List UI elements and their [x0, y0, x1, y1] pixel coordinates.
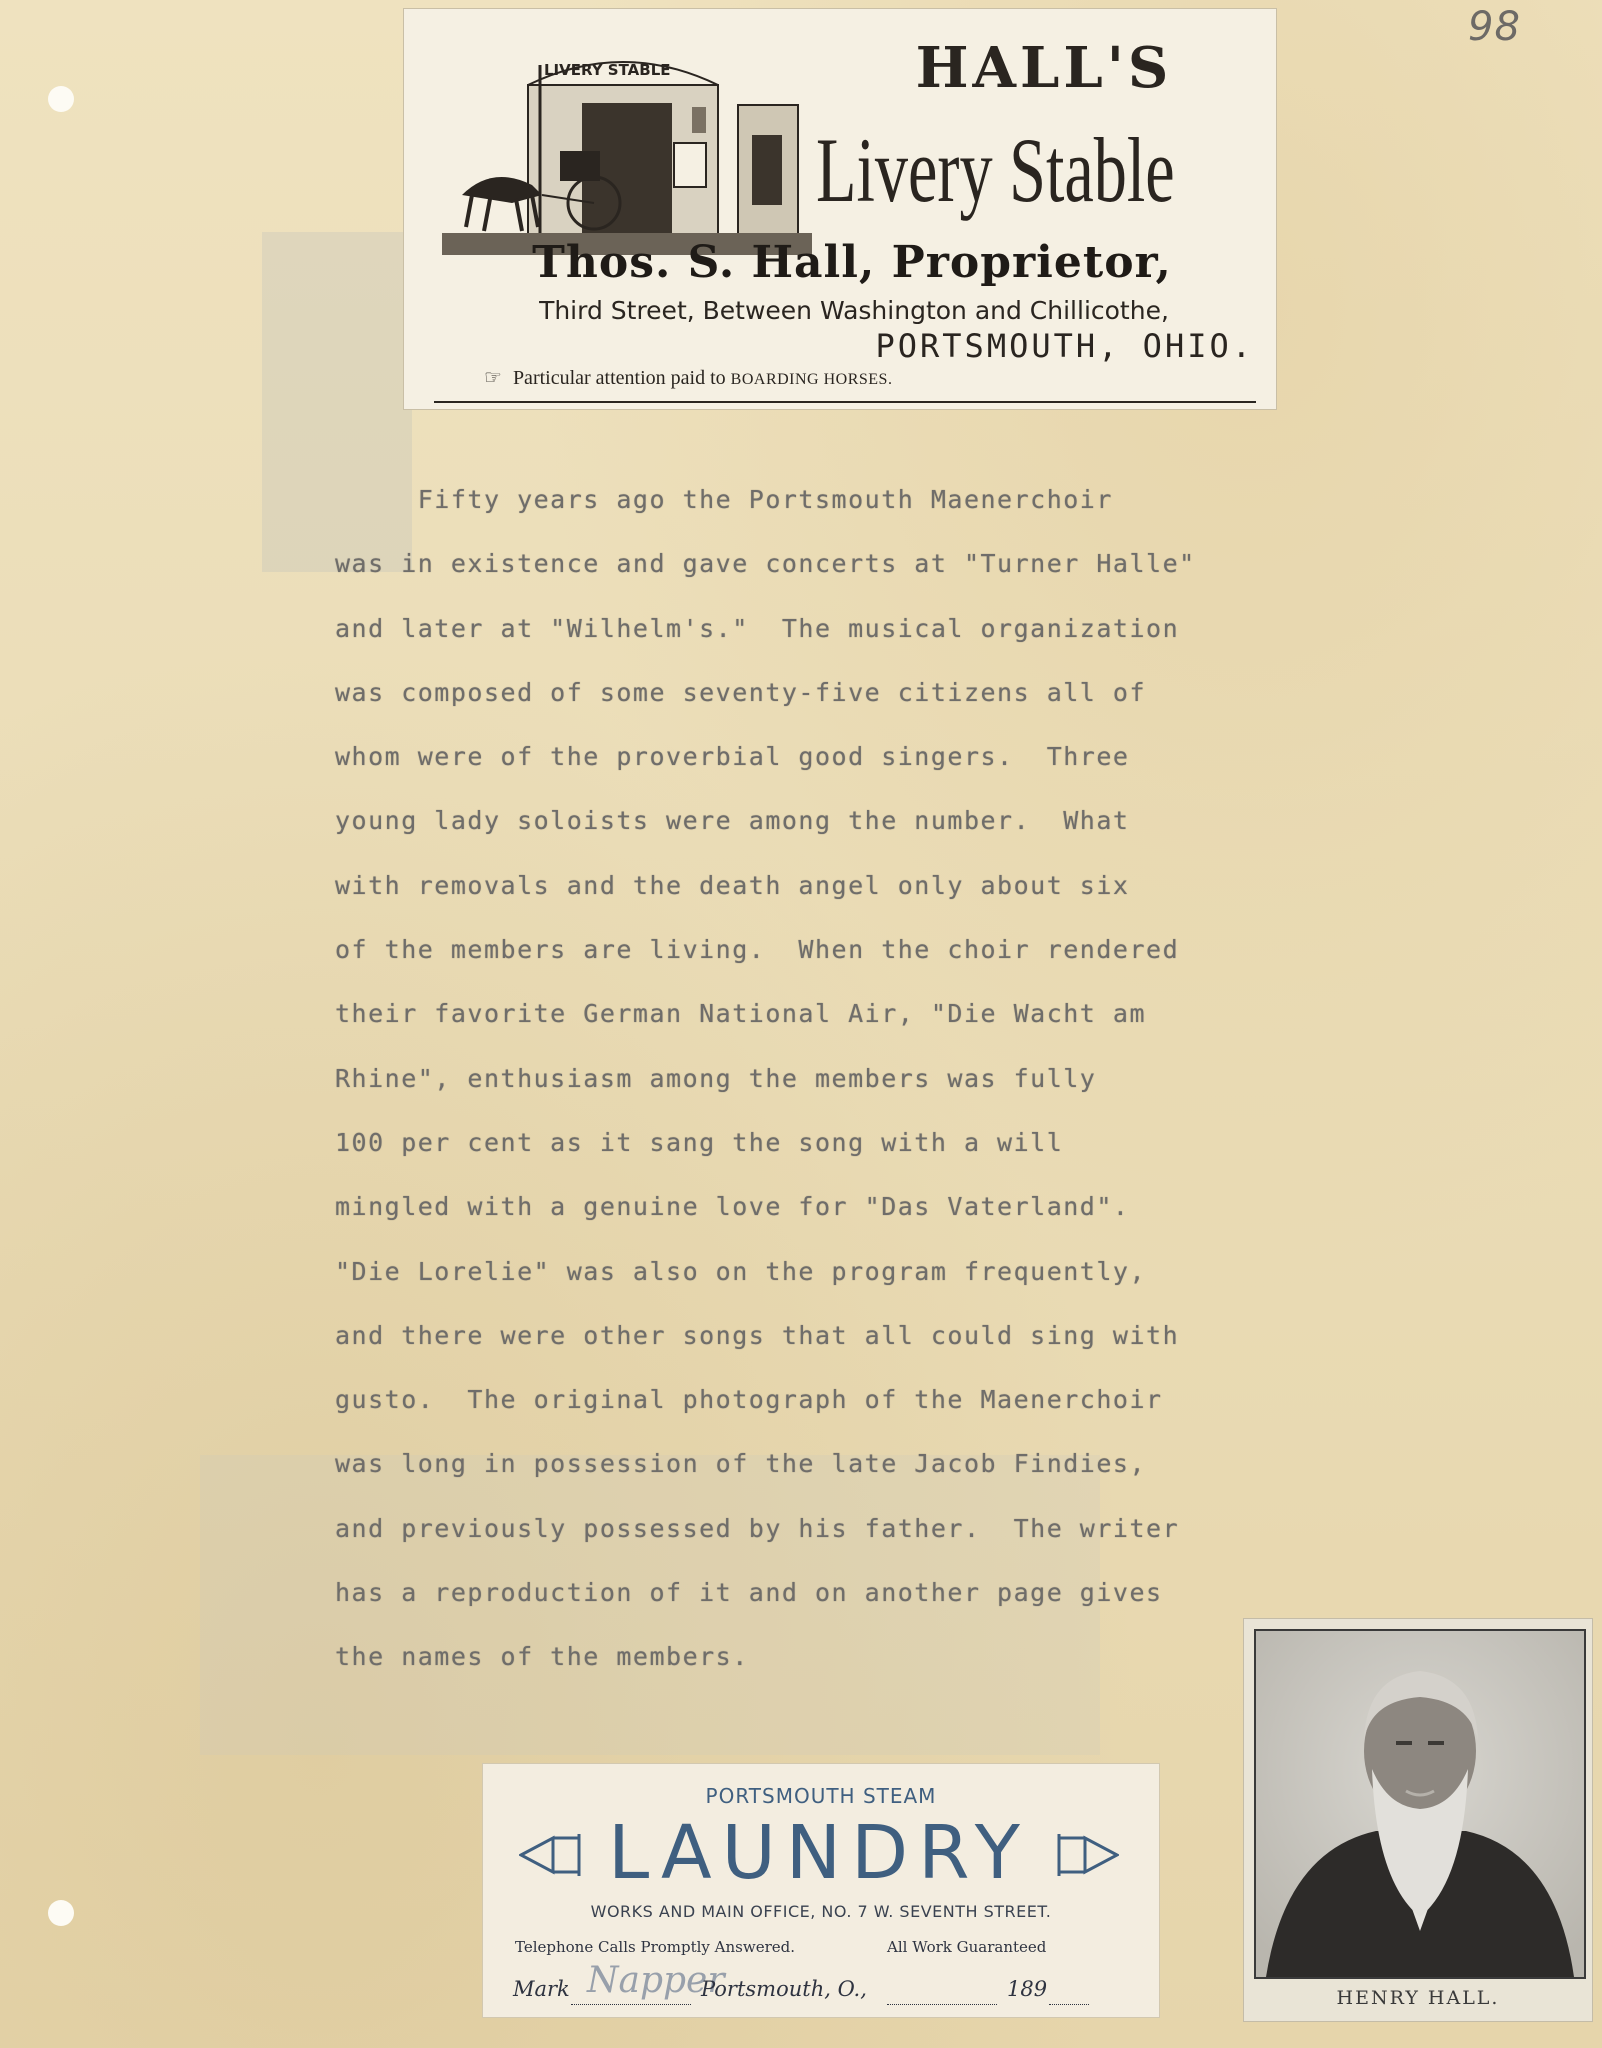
laundry-title: LAUNDRY — [608, 1810, 1030, 1896]
livery-stable-ad — [403, 8, 1277, 410]
typed-line: and previously possessed by his father. The writer — [335, 1513, 1180, 1543]
laundry-phone: Telephone Calls Promptly Answered. — [515, 1938, 795, 1956]
typed-line: has a reproduction of it and on another page gives — [335, 1578, 1163, 1608]
livery-stable-engraving — [442, 45, 812, 255]
date-dotted-line — [887, 2004, 997, 2005]
livery-stable-title: Livery Stable — [816, 119, 1175, 221]
typed-line: was composed of some seventy-five citizens all of — [335, 677, 1147, 707]
portrait-photo — [1254, 1629, 1586, 1979]
typed-line: Rhine", enthusiasm among the members was fully — [335, 1063, 1097, 1093]
typed-line: "Die Lorelie" was also on the program frequently, — [335, 1256, 1147, 1286]
page-number: 98 — [1468, 4, 1521, 50]
typed-line: the names of the members. — [335, 1642, 749, 1672]
typed-line: with removals and the death angel only about six — [335, 870, 1130, 900]
typed-line: of the members are living. When the choir rendered — [335, 935, 1180, 965]
typed-text-block — [335, 468, 1335, 1690]
pointing-hand-icon: ☞ — [484, 367, 502, 389]
year-dotted-line — [1049, 2004, 1089, 2005]
right-arrow-ornament-icon — [1055, 1834, 1119, 1876]
proprietor-line: Thos. S. Hall, Proprietor, — [532, 237, 1172, 288]
mark-dotted-line — [571, 2004, 691, 2005]
laundry-city: Portsmouth, O., — [701, 1977, 867, 2001]
portrait-card — [1243, 1618, 1593, 2022]
typed-line: and later at "Wilhelm's." The musical organization — [335, 613, 1180, 643]
laundry-address: WORKS AND MAIN OFFICE, NO. 7 W. SEVENTH STREET. — [590, 1902, 1052, 1921]
laundry-title-row — [519, 1810, 1119, 1896]
handwritten-mark: Napper — [587, 1960, 725, 2001]
laundry-guarantee: All Work Guaranteed — [887, 1938, 1047, 1956]
mark-label: Mark — [513, 1977, 570, 2001]
street-line: Third Street, Between Washington and Chillicothe, — [539, 296, 1169, 325]
laundry-ad — [482, 1763, 1160, 2018]
laundry-top-line: PORTSMOUTH STEAM — [705, 1784, 937, 1808]
typed-line: mingled with a genuine love for "Das Vaterland". — [335, 1192, 1130, 1222]
boarding-note-caps: BOARDING HORSES. — [730, 371, 893, 388]
city-line: PORTSMOUTH, OHIO. — [875, 327, 1254, 365]
typed-line: and there were other songs that all could sing with — [335, 1320, 1180, 1350]
boarding-note-lead: Particular attention paid to — [512, 367, 726, 389]
typed-line: their favorite German National Air, "Die Wacht am — [335, 999, 1147, 1029]
halls-heading: HALL'S — [915, 35, 1173, 101]
laundry-year: 189 — [1007, 1977, 1048, 2001]
typed-line: was in existence and gave concerts at "Turner Halle" — [335, 549, 1196, 579]
livery-sign-text: LIVERY STABLE — [544, 61, 671, 79]
punch-hole-bottom — [48, 1900, 74, 1926]
boarding-note — [484, 365, 1104, 390]
ad-rule — [434, 401, 1256, 403]
portrait-illustration — [1256, 1631, 1584, 1977]
typed-line: 100 per cent as it sang the song with a will — [335, 1127, 1064, 1157]
typed-line: young lady soloists were among the number. What — [335, 806, 1130, 836]
typed-line: gusto. The original photograph of the Maenerchoir — [335, 1385, 1163, 1415]
portrait-caption: HENRY HALL. — [1336, 1987, 1500, 2009]
punch-hole-top — [48, 86, 74, 112]
left-arrow-ornament-icon — [519, 1834, 583, 1876]
typed-line: Fifty years ago the Portsmouth Maenerchoir — [335, 485, 1113, 514]
typed-line: whom were of the proverbial good singers. Three — [335, 742, 1130, 772]
typed-line: was long in possession of the late Jacob Findies, — [335, 1449, 1147, 1479]
